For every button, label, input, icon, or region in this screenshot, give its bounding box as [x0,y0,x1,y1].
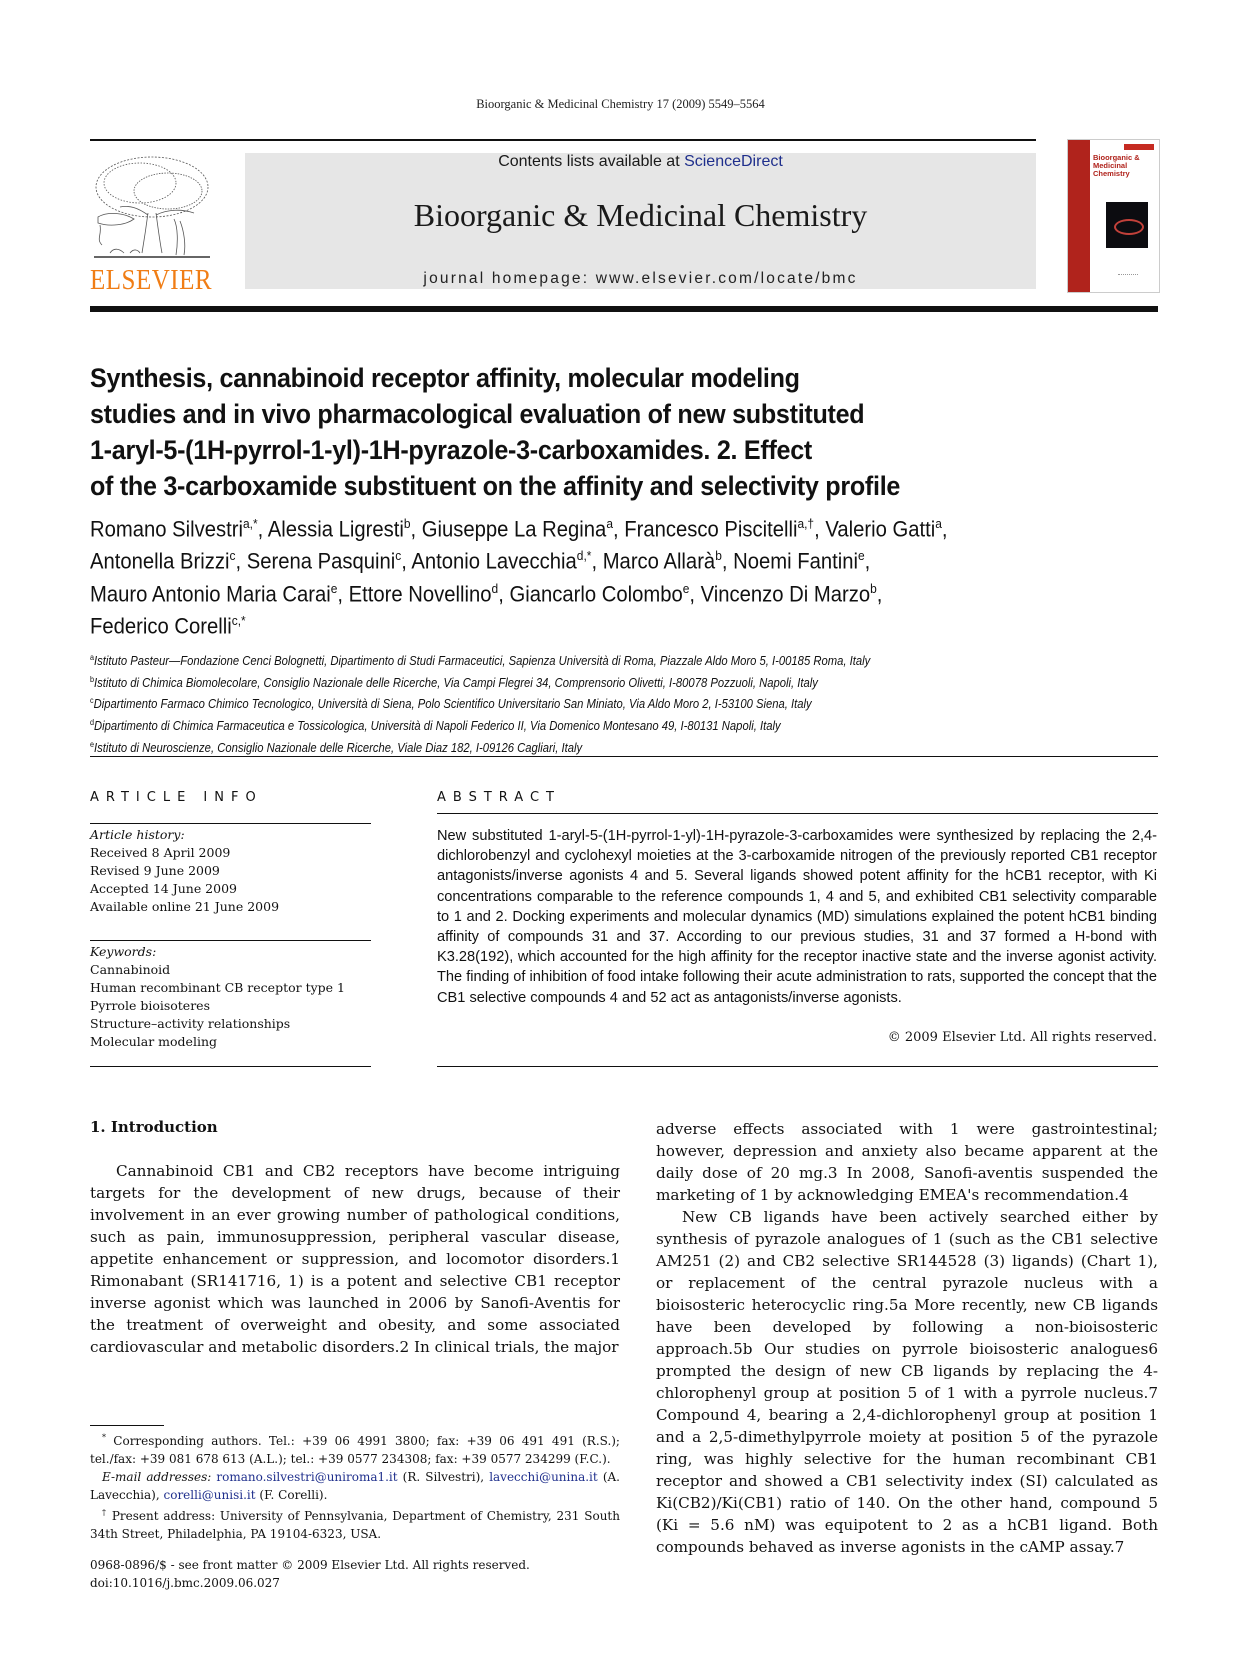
keyword-item: Cannabinoid [90,962,171,977]
elsevier-tree-icon [90,153,214,265]
affiliation-key: d [90,717,95,727]
issn-doi [90,1556,530,1592]
title-line: 1-aryl-5-(1H-pyrrol-1-yl)-1H-pyrazole-3-carboxamides. 2. Effect [90,435,812,465]
body-paragraph: New CB ligands have been actively searched either by synthesis of pyrazole analogues of 1 (such as the CB1 selective AM251 (2) and CB2 selective SR144528 (3) ligands) (Chart 1), or replacement of the central pyrazole nucleus with a bioisosteric heterocyclic ring.5a More recently, new CB ligands have been developed by following a non-bioisosteric approach.5b Our studies on pyrrole bioisosteric analogues6 prompted the design of new CB ligands by replacing the 4-chlorophenyl group at position 5 of 1 with a pyrrole nucleus.7 Compound 4, bearing a 2,4-dichlorophenyl group at position 1 and a 2,5-dimethylpyrrole moiety at position 5 of the pyrazole ring, was highly selective for the human recombinant CB1 receptor and showed a CB1 selectivity index (SI) calculated as Ki(CB2)/Ki(CB1) ratio of 140. On the other hand, compound 5 (Ki = 5.6 nM) was equipotent to 2 as a hCB1 ligand. Both compounds behaved as inverse agonists in the cAMP assay.7 [656,1208,1158,1556]
journal-reference: Bioorganic & Medicinal Chemistry 17 (2009) 5549–5564 [476,97,765,111]
affiliation-item [90,692,1053,714]
author-name[interactable]: Ettore Novellino [348,580,492,606]
author-line: Mauro Antonio Maria Carai$^e$, Ettore Novellino$^d$, Giancarlo Colombo$^e$, Vincenzo Di Marzo$^b$, [90,580,883,606]
section-heading-introduction: 1. Introduction [90,1118,218,1136]
email-owner: (A. Lavecchia), [90,1470,620,1502]
affiliations-divider [90,756,1158,757]
cover-footer [1118,266,1138,275]
email-label: E-mail addresses: [102,1470,212,1484]
cover-title-line2: Chemistry [1093,169,1130,178]
affiliation-text: Istituto di Neuroscienze, Consiglio Nazionale delle Ricerche, Viale Diaz 182, I-09126 Cagliari, Italy [94,740,583,755]
affiliation-key: b [90,674,95,684]
author-name[interactable]: Federico Corelli [90,613,232,639]
footnote-corresponding-text: Corresponding authors. Tel.: +39 06 4991 3800; fax: +39 06 491 491 (R.S.); tel./fax: +39 081 678 613 (A.L.); tel.: +39 0577 234308; fax: +39 0577 234299 (F.C.). [90,1434,620,1466]
email-link-lavecchia[interactable]: lavecchi@unina.it [489,1470,598,1484]
elsevier-wordmark: ELSEVIER [90,265,213,297]
author-affiliation-mark[interactable]: e [330,580,338,596]
sciencedirect-link[interactable]: ScienceDirect [684,153,783,170]
cover-image [1106,202,1148,248]
body-column-left [90,1118,620,1358]
author-name[interactable]: Vincenzo Di Marzo [700,580,871,606]
author-line: Romano Silvestri$^{a,*}$, Alessia Ligresti$^b$, Giuseppe La Regina$^a$, Francesco Piscitelli$^{a,\dagger}$, Valerio Gatti$^a$, [90,516,948,542]
footnote-corresponding [90,1429,620,1468]
affiliation-item [90,671,1053,693]
email-link-corelli[interactable]: corelli@unisi.it [163,1488,256,1502]
history-item: Available online 21 June 2009 [90,899,280,914]
author-name[interactable]: Giancarlo Colombo [509,580,683,606]
cover-spine [1068,140,1090,292]
body-column-right [656,1118,1158,1558]
history-item: Revised 9 June 2009 [90,863,220,878]
keyword-item: Molecular modeling [90,1034,217,1049]
author-name[interactable]: Giuseppe La Regina [421,516,607,542]
footnote-emails [90,1468,620,1504]
body-paragraph: adverse effects associated with 1 were gastrointestinal; however, depression and anxiety also became apparent at the daily dose of 20 mg.3 In 2008, Sanofi-aventis suspended the marketing of 1 by acknowledging EMEA's recommendation.4 [656,1120,1158,1204]
author-affiliation-mark[interactable]: c [229,548,236,564]
keyword-item: Human recombinant CB receptor type 1 [90,980,345,995]
body-paragraph: Cannabinoid CB1 and CB2 receptors have become intriguing targets for the development of new drugs, because of their involvement in an ever growing number of pathological conditions, such as pain, immunosuppression, peripheral vascular disease, appetite enhancement or suppression, and locomotor disorders.1 Rimonabant (SR141716, 1) is a potent and selective CB1 receptor inverse agonist which was launched in 2006 by Sanofi-Aventis for the treatment of overweight and obesity, and some associated cardiovascular and metabolic disorders.2 In clinical trials, the major [90,1162,620,1356]
contents-prefix: Contents lists available at [498,153,685,170]
journal-masthead [245,153,1036,289]
author-affiliation-mark[interactable]: d,* [576,548,592,564]
abstract-rule [437,813,1158,814]
keywords [90,943,345,1051]
author-affiliation-mark[interactable]: a,† [797,516,815,531]
doi-link[interactable]: doi:10.1016/j.bmc.2009.06.027 [90,1576,280,1590]
issn-line: 0968-0896/$ - see front matter © 2009 Elsevier Ltd. All rights reserved. [90,1558,530,1572]
author-affiliation-mark[interactable]: a [935,516,942,531]
email-owner: (R. Silvestri), [402,1470,485,1484]
author-affiliation-mark[interactable]: c,* [231,612,246,628]
affiliation-text: Dipartimento Farmaco Chimico Tecnologico, Università di Siena, Polo Scientifico Universitario San Miniato, Via Aldo Moro 2, I-53100 Siena, Italy [93,697,812,712]
author-name[interactable]: Francesco Piscitelli [624,516,798,542]
history-label: Article history: [90,827,185,842]
contents-line [245,153,1036,171]
author-name[interactable]: Serena Pasquini [246,548,396,574]
author-name[interactable]: Valerio Gatti [825,516,936,542]
article-info-rule [90,823,371,824]
author-line: Antonella Brizzi$^c$, Serena Pasquini$^c$, Antonio Lavecchia$^{d,*}$, Marco Allarà$^b$, Noemi Fantini$^e$, [90,548,871,574]
affiliation-key: c [90,696,94,706]
author-list [90,510,1074,639]
article-history [90,826,279,916]
header-rule [90,139,1036,141]
affiliation-text: Dipartimento di Chimica Farmaceutica e Tossicologica, Università di Napoli Federico II, Via Domenico Montesano 49, I-80131 Napoli, Italy [94,719,781,734]
history-item: Accepted 14 June 2009 [90,881,237,896]
article-info-bottom-rule [90,1066,371,1067]
cover-title [1093,154,1159,178]
author-name[interactable]: Antonella Brizzi [90,548,230,574]
author-affiliation-mark[interactable]: b [403,516,411,531]
author-affiliation-mark[interactable]: e [857,548,865,564]
keyword-item: Pyrrole bioisoteres [90,998,210,1013]
affiliation-item [90,714,1053,736]
present-address-text: Present address: University of Pennsylvania, Department of Chemistry, 231 South 34th Street, Philadelphia, PA 19104-6323, USA. [90,1509,620,1541]
author-affiliation-mark[interactable]: a,* [242,516,258,531]
author-name[interactable]: Marco Allarà [602,548,716,574]
abstract-copyright: © 2009 Elsevier Ltd. All rights reserved. [887,1030,1157,1045]
affiliation-key: e [90,739,95,749]
asterisk-mark: * [102,1433,106,1442]
author-affiliation-mark[interactable]: d [491,580,499,596]
elsevier-logo[interactable] [90,153,218,297]
journal-homepage-link[interactable]: journal homepage: www.elsevier.com/locate/bmc [423,270,858,287]
journal-title: Bioorganic & Medicinal Chemistry [413,197,868,233]
affiliation-text: Istituto Pasteur—Fondazione Cenci Bolognetti, Dipartimento di Studi Farmaceutici, Sapienza Università di Roma, Piazzale Aldo Moro 5, I-00185 Roma, Italy [94,654,871,669]
title-line: Synthesis, cannabinoid receptor affinity, molecular modeling [90,363,800,393]
article-title [90,360,1076,504]
author-line [90,607,1074,639]
author-affiliation-mark[interactable]: c [395,548,402,564]
journal-cover-thumbnail[interactable] [1067,139,1160,293]
abstract-bottom-rule [437,1066,1158,1067]
keywords-rule [90,940,371,941]
author-affiliation-mark[interactable]: b [715,548,722,564]
affiliation-item [90,736,1053,758]
abstract-text: New substituted 1-aryl-5-(1H-pyrrol-1-yl)-1H-pyrazole-3-carboxamides were synthesized by replacing the 2,4-dichlorobenzyl and cyclohexyl moieties at the 3-carboxamide nitrogen of the previously reported CB1 receptor antagonists/inverse agonists 4 and 5. Several ligands showed potent affinity for the hCB1 receptor, with Ki concentrations comparable to the reference compounds 1, 4 and 5, and exhibited CB1 selectivity comparable to 1 and 2. Docking experiments and molecular dynamics (MD) simulations explained the potent hCB1 binding affinity of compounds 31 and 37. According to our previous studies, 31 and 37 formed a H-bond with K3.28(192), which accounted for the high affinity for the receptor inactive state and the inverse agonist activity. The finding of inhibition of food intake following their acute administration to rats, supported the concept that the CB1 selective compounds 4 and 52 act as antagonists/inverse agonists. [437,828,1157,1006]
masthead-divider [90,306,1158,312]
title-line: of the 3-carboxamide substituent on the affinity and selectivity profile [90,471,901,501]
dagger-mark: † [102,1508,108,1517]
author-affiliation-mark[interactable]: e [682,580,690,596]
keywords-label: Keywords: [90,944,157,959]
author-name[interactable]: Romano Silvestri [90,516,243,542]
email-owner: (F. Corelli). [259,1488,328,1502]
cover-topbar [1124,144,1154,150]
footnote-rule [90,1425,164,1426]
author-name[interactable]: Mauro Antonio Maria Carai [90,580,331,606]
footnotes [90,1429,620,1543]
abstract-heading: ABSTRACT [437,790,561,805]
affiliation-text: Istituto di Chimica Biomolecolare, Consiglio Nazionale delle Ricerche, Via Campi Flegrei 34, Comprensorio Olivetti, I-80078 Pozzuoli, Napoli, Italy [94,675,818,690]
author-name[interactable]: Noemi Fantini [733,548,858,574]
email-link-silvestri[interactable]: romano.silvestri@uniroma1.it [216,1470,398,1484]
author-affiliation-mark[interactable]: b [870,580,877,596]
cover-title-line1: Bioorganic & Medicinal [1093,153,1140,170]
author-name[interactable]: Alessia Ligresti [267,516,404,542]
title-line: studies and in vivo pharmacological evaluation of new substituted [90,399,865,429]
footnote-present-address [90,1504,620,1543]
author-affiliation-mark[interactable]: a [606,516,613,531]
history-item: Received 8 April 2009 [90,845,231,860]
author-name[interactable]: Antonio Lavecchia [411,548,577,574]
keyword-item: Structure–activity relationships [90,1016,291,1031]
article-info-heading: ARTICLE INFO [90,790,263,805]
affiliation-key: a [90,653,95,662]
affiliation-item [90,649,1053,671]
affiliation-list [90,649,1053,757]
